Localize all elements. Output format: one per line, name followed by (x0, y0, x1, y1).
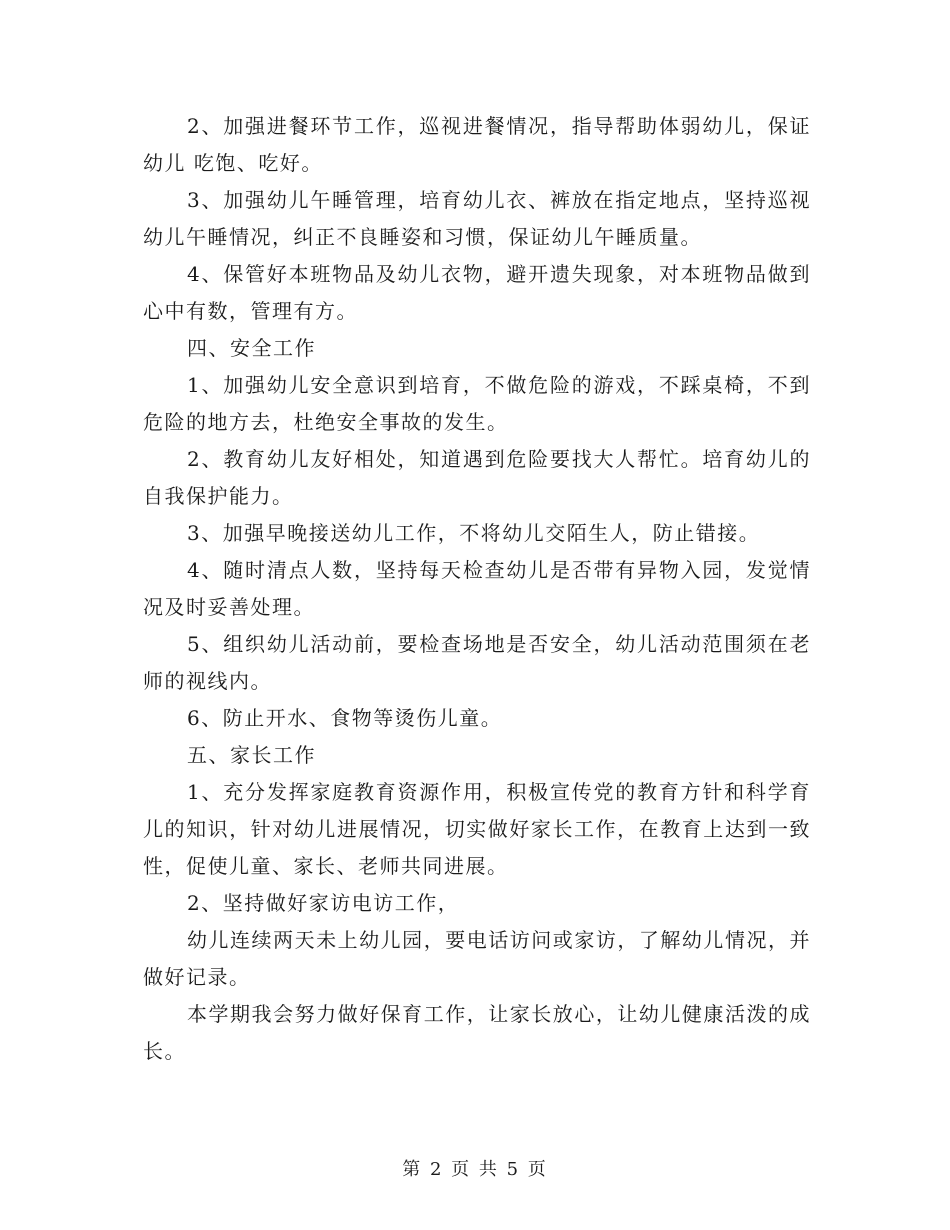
paragraph-closing: 本学期我会努力做好保育工作，让家长放心，让幼儿健康活泼的成长。 (143, 1002, 811, 1063)
paragraph-burn-prevention: 6、防止开水、食物等烫伤儿童。 (187, 706, 503, 730)
section-heading-parents: 五、家长工作 (187, 743, 316, 767)
paragraph-headcount: 4、随时清点人数，坚持每天检查幼儿是否带有异物入园，发觉情况及时妥善处理。 (143, 558, 811, 619)
section-heading-safety: 四、安全工作 (187, 336, 316, 360)
paragraph-feeding: 2、加强进餐环节工作，巡视进餐情况，指导帮助体弱幼儿，保证幼儿 吃饱、吃好。 (143, 114, 811, 175)
paragraph-absence-followup: 幼儿连续两天未上幼儿园，要电话访问或家访，了解幼儿情况，并做好记录。 (143, 928, 811, 989)
paragraph-activity-check: 5、组织幼儿活动前，要检查场地是否安全，幼儿活动范围须在老师的视线内。 (143, 632, 811, 693)
paragraph-home-visits: 2、坚持做好家访电访工作， (187, 891, 460, 915)
paragraph-family-education: 1、充分发挥家庭教育资源作用，积极宣传党的教育方针和科学育儿的知识，针对幼儿进展情况，切实做好家长工作，在教育上达到一致性，促使儿童、家长、老师共同进展。 (143, 780, 811, 878)
paragraph-self-protection: 2、教育幼儿友好相处，知道遇到危险要找大人帮忙。培育幼儿的自我保护能力。 (143, 447, 811, 508)
paragraph-belongings: 4、保管好本班物品及幼儿衣物，避开遗失现象，对本班物品做到心中有数，管理有方。 (143, 262, 811, 323)
paragraph-nap: 3、加强幼儿午睡管理，培育幼儿衣、裤放在指定地点，坚持巡视幼儿午睡情况，纠正不良睡姿和习惯，保证幼儿午睡质量。 (143, 188, 811, 249)
document-body (143, 108, 811, 1070)
page-number-footer: 第 2 页 共 5 页 (402, 1159, 548, 1180)
paragraph-safety-awareness: 1、加强幼儿安全意识到培育，不做危险的游戏，不踩桌椅，不到危险的地方去，杜绝安全事故的发生。 (143, 373, 811, 434)
paragraph-pickup: 3、加强早晚接送幼儿工作，不将幼儿交陌生人，防止错接。 (187, 521, 761, 545)
